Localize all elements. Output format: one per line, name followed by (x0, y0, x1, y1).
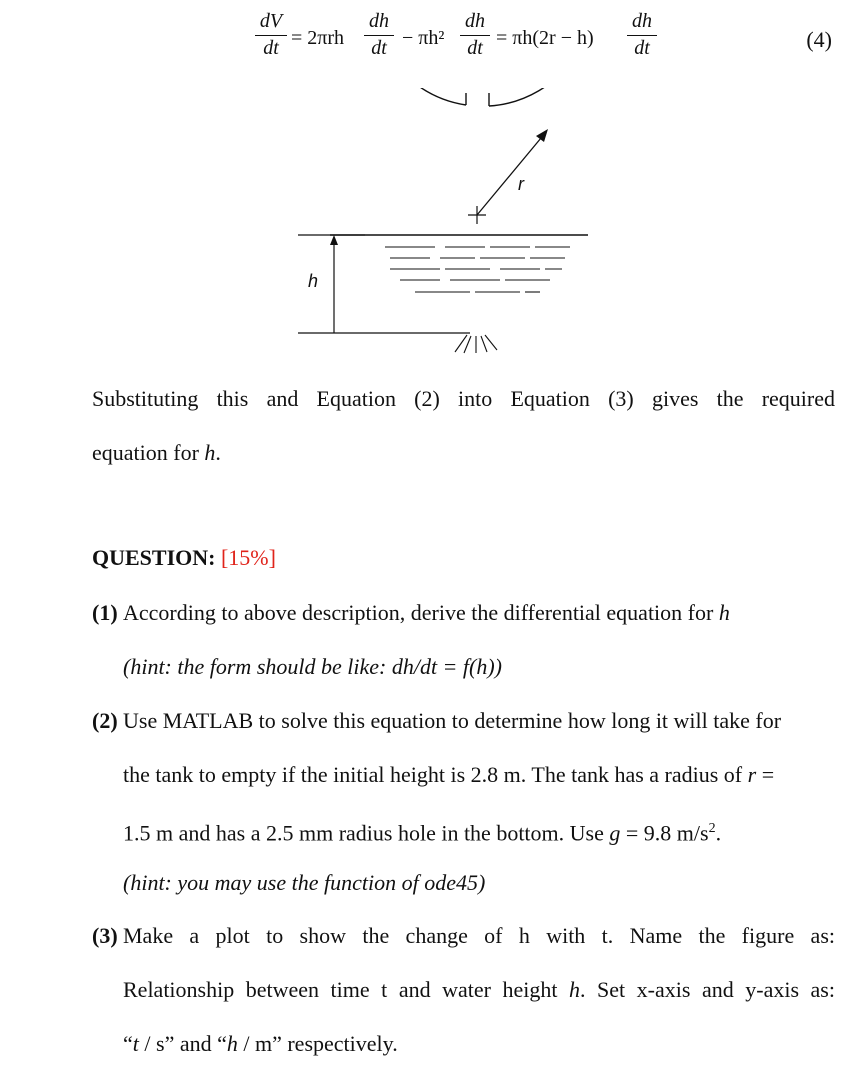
outflow-jets (455, 335, 497, 353)
frac-numerator: dh (369, 10, 389, 32)
item-text: According to above description, derive the differential equation for (123, 600, 719, 625)
height-label: h (308, 271, 319, 291)
frac-numerator: dh (465, 10, 485, 32)
variable-g: g (609, 820, 621, 846)
radius-arrow (477, 132, 546, 215)
variable-h: h (718, 600, 730, 625)
water-hatching (385, 247, 570, 292)
frac-term2 (460, 10, 490, 59)
item-text: 1.5 m and has a 2.5 mm radius hole in the bottom. Use (123, 820, 610, 846)
item-line (123, 816, 721, 846)
paragraph-text: Substituting this and Equation (2) into Equation (3) gives the required (92, 386, 835, 411)
frac-denominator: dt (371, 37, 387, 59)
term3-coefficient: = πh(2r − h) (496, 27, 594, 49)
frac-denominator: dt (634, 37, 650, 59)
frac-term3 (627, 10, 657, 59)
variable-h: h (569, 977, 581, 1002)
item-text: / m” respectively. (237, 1031, 398, 1056)
item-text: = 9.8 m/s (620, 820, 709, 846)
fraction-bar (627, 35, 657, 36)
item-text: the tank to empty if the initial height is 2.8 m. The tank has a radius of (123, 762, 748, 787)
item-line: Use MATLAB to solve this equation to determine how long it will take for (123, 708, 782, 733)
item-line (123, 977, 835, 1003)
height-arrowhead (330, 235, 338, 245)
item-line: Make a plot to show the change of h with t. Name the figure as: (123, 923, 835, 948)
frac-term1 (364, 10, 394, 59)
variable-h: h (204, 440, 216, 465)
variable-h: h (226, 1031, 238, 1056)
term1-coefficient: = 2πrh (291, 27, 345, 49)
radius-arrowhead (536, 129, 548, 142)
spherical-tank-figure (290, 88, 610, 358)
item-hint: (hint: you may use the function of ode45) (123, 870, 486, 895)
fraction-bar (364, 35, 394, 36)
frac-numerator: dV (259, 10, 283, 32)
item-text: “ (123, 1031, 133, 1056)
paragraph-text: . (215, 440, 221, 465)
question-label: QUESTION: (92, 545, 216, 570)
item-line (123, 762, 774, 788)
item-hint: (hint: the form should be like: dh/dt = f(h)) (123, 654, 502, 679)
term2-coefficient: − πh² (402, 27, 445, 49)
item-text: / s” and “ (138, 1031, 227, 1056)
item-text: Relationship between time t and water height (123, 977, 570, 1002)
fraction-bar (460, 35, 490, 36)
item-text: . Set x-axis and y-axis as: (580, 977, 835, 1002)
item-text: . (715, 820, 722, 846)
fraction-bar (255, 35, 287, 36)
frac-dv-dt (255, 10, 287, 59)
equation-number: (4) (806, 27, 832, 52)
item-text: = (756, 762, 775, 787)
frac-denominator: dt (263, 37, 279, 59)
frac-numerator: dh (632, 10, 652, 32)
tank-outline (371, 88, 593, 106)
question-weight: [15%] (220, 545, 276, 570)
variable-t: t (132, 1031, 139, 1056)
paragraph-line-2 (92, 440, 835, 466)
exponent: 2 (708, 821, 716, 836)
frac-denominator: dt (467, 37, 483, 59)
item-number: (2) (92, 708, 118, 733)
item-line (123, 1031, 398, 1057)
item-number: (3) (92, 923, 118, 948)
paragraph-line-1 (92, 386, 835, 412)
item-line (123, 600, 730, 626)
radius-label: r (518, 174, 524, 194)
paragraph-text: equation for (92, 440, 205, 465)
variable-r: r (747, 762, 757, 787)
question-heading (92, 545, 276, 571)
item-number: (1) (92, 600, 118, 625)
